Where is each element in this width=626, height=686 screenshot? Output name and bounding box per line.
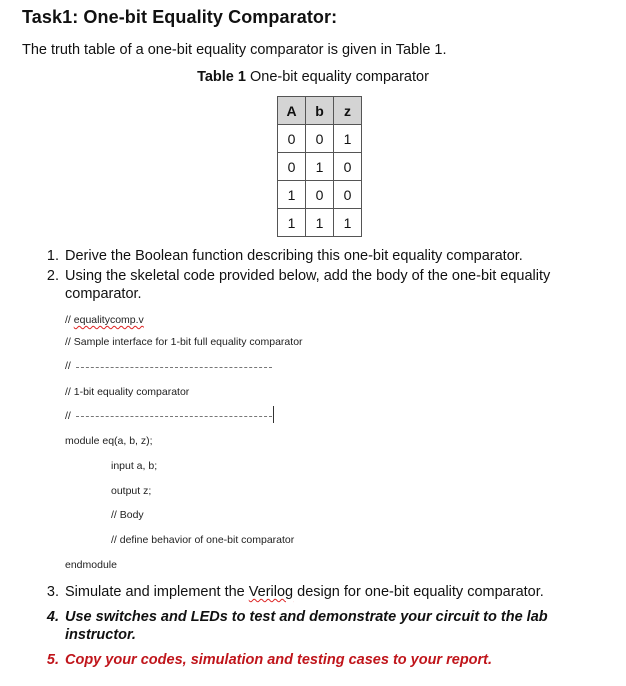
- header-a: A: [278, 97, 306, 125]
- list-number: 5.: [46, 652, 59, 668]
- table-cell: 0: [278, 125, 306, 153]
- table-cell: 0: [278, 153, 306, 181]
- intro-text: The truth table of a one-bit equality comparator is given in Table 1.: [22, 42, 447, 58]
- table-row: [278, 209, 362, 237]
- truth-table: [277, 96, 362, 237]
- code-filename: equalitycomp.v: [73, 314, 144, 326]
- list-number: 3.: [46, 584, 59, 600]
- list-text: Copy your codes, simulation and testing cases to your report.: [65, 652, 493, 668]
- list-text: Derive the Boolean function describing this one-bit equality comparator.: [65, 248, 523, 264]
- table-cell: 1: [306, 153, 334, 181]
- code-body-comment: // Body: [111, 509, 144, 521]
- code-module-decl: module eq(a, b, z);: [65, 435, 153, 447]
- table-cell: 1: [334, 125, 362, 153]
- code-desc-comment: // 1-bit equality comparator: [65, 386, 190, 398]
- code-endmodule: endmodule: [65, 559, 117, 571]
- verilog-word: Verilog: [248, 584, 294, 600]
- code-interface-comment: // Sample interface for 1-bit full equality comparator: [65, 336, 303, 348]
- table-caption: [0, 69, 626, 85]
- code-filename-line: // equalitycomp.v: [65, 314, 144, 326]
- table-cell: 0: [334, 181, 362, 209]
- header-b: b: [306, 97, 334, 125]
- header-z: z: [334, 97, 362, 125]
- list-text: Use switches and LEDs to test and demonstrate your circuit to the lab instructor.: [65, 609, 548, 643]
- list-text: Using the skeletal code provided below, add the body of the one-bit equality comparator.: [65, 268, 551, 302]
- list-number: 4.: [46, 609, 59, 625]
- table-cell: 1: [334, 209, 362, 237]
- table-caption-text: One-bit equality comparator: [250, 69, 429, 85]
- list-number: 2.: [46, 268, 59, 284]
- table-row: [278, 153, 362, 181]
- truth-table-header: [278, 97, 362, 125]
- table-cell: 0: [306, 125, 334, 153]
- code-separator: //: [65, 410, 71, 422]
- text-cursor: [273, 406, 274, 423]
- page-title: Task1: One-bit Equality Comparator:: [22, 7, 338, 27]
- list-number: 1.: [46, 248, 59, 264]
- table-cell: 1: [306, 209, 334, 237]
- code-define-comment: // define behavior of one-bit comparator: [111, 534, 295, 546]
- code-input-decl: input a, b;: [111, 460, 158, 472]
- table-row: [278, 181, 362, 209]
- table-cell: 1: [278, 209, 306, 237]
- table-cell: 0: [334, 153, 362, 181]
- table-cell: 1: [278, 181, 306, 209]
- code-separator-line: [76, 367, 272, 368]
- code-output-decl: output z;: [111, 485, 152, 497]
- list-text: Simulate and implement the Verilog design for one-bit equality comparator.: [65, 584, 544, 600]
- table-cell: 0: [306, 181, 334, 209]
- code-separator-line: [76, 416, 272, 417]
- table-row: [278, 125, 362, 153]
- code-separator: //: [65, 360, 71, 372]
- table-caption-label: Table 1: [197, 69, 246, 85]
